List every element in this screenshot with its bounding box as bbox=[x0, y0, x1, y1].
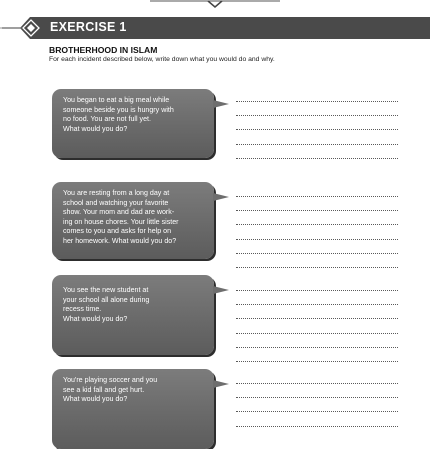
incident-text: You see the new student at your school all alone during recess time. What would you do? bbox=[63, 286, 150, 323]
bubble-tail bbox=[213, 286, 229, 294]
incident-text: You began to eat a big meal while someone beside you is hungry with no food. You are not full yet. What would you do? bbox=[63, 96, 174, 133]
answer-line[interactable] bbox=[236, 318, 398, 319]
answer-line[interactable] bbox=[236, 290, 398, 291]
answer-line[interactable] bbox=[236, 144, 398, 145]
answer-line[interactable] bbox=[236, 304, 398, 305]
answer-line[interactable] bbox=[236, 115, 398, 116]
answer-line[interactable] bbox=[236, 397, 398, 398]
answer-lines-1[interactable] bbox=[236, 101, 398, 172]
answer-line[interactable] bbox=[236, 239, 398, 240]
instructions: For each incident described below, write down what you would do and why. bbox=[49, 56, 275, 63]
incident-bubble-2 bbox=[52, 182, 214, 259]
answer-lines-3[interactable] bbox=[236, 290, 398, 375]
answer-line[interactable] bbox=[236, 129, 398, 130]
answer-line[interactable] bbox=[236, 253, 398, 254]
answer-line[interactable] bbox=[236, 267, 398, 268]
answer-lines-2[interactable] bbox=[236, 196, 398, 281]
incident-bubble-4 bbox=[52, 369, 214, 449]
answer-line[interactable] bbox=[236, 158, 398, 159]
exercise-title: EXERCISE 1 bbox=[50, 20, 127, 34]
answer-lines-4[interactable] bbox=[236, 383, 398, 440]
answer-line[interactable] bbox=[236, 210, 398, 211]
answer-line[interactable] bbox=[236, 101, 398, 102]
bubble-tail bbox=[213, 193, 229, 201]
bubble-tail bbox=[213, 380, 229, 388]
answer-line[interactable] bbox=[236, 224, 398, 225]
incident-bubble-1 bbox=[52, 89, 214, 158]
incident-bubble-3 bbox=[52, 275, 214, 355]
top-ornament bbox=[150, 0, 280, 8]
section-title: BROTHERHOOD IN ISLAM bbox=[49, 45, 158, 55]
bubble-tail bbox=[213, 100, 229, 108]
answer-line[interactable] bbox=[236, 411, 398, 412]
answer-line[interactable] bbox=[236, 333, 398, 334]
answer-line[interactable] bbox=[236, 361, 398, 362]
answer-line[interactable] bbox=[236, 347, 398, 348]
answer-line[interactable] bbox=[236, 383, 398, 384]
answer-line[interactable] bbox=[236, 196, 398, 197]
answer-line[interactable] bbox=[236, 426, 398, 427]
incident-text: You are resting from a long day at school and watching your favorite show. Your mom and dad are work- ing on house chores. Your little sister comes to you and asks for help on her homework. What would you do? bbox=[63, 189, 179, 245]
incident-text: You're playing soccer and you see a kid fall and get hurt. What would you do? bbox=[63, 376, 158, 404]
